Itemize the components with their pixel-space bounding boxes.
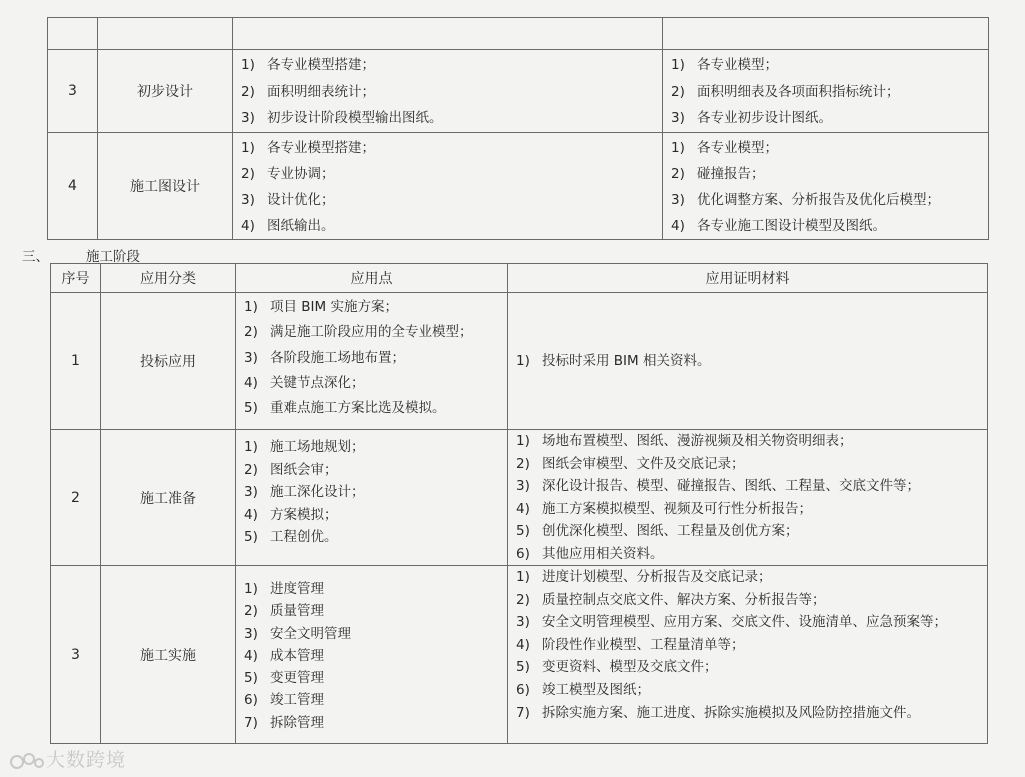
list-item: 4) 各专业施工图设计模型及图纸。 xyxy=(671,217,886,234)
list-item: 3) 安全文明管理模型、应用方案、交底文件、设施清单、应急预案等； xyxy=(516,614,947,631)
table-row xyxy=(51,293,988,430)
watermark-logo-icon xyxy=(8,750,46,772)
list-item: 6) 竣工模型及图纸； xyxy=(516,681,650,698)
application-points-cell xyxy=(233,132,663,239)
list-item: 1) 项目 BIM 实施方案； xyxy=(244,299,398,315)
list-item: 3) 深化设计报告、模型、碰撞报告、图纸、工程量、交底文件等； xyxy=(516,478,920,494)
list-item: 3) 初步设计阶段模型输出图纸。 xyxy=(241,110,443,126)
list-item: 7) 拆除管理 xyxy=(244,714,324,731)
application-points-cell xyxy=(236,430,508,566)
list-item: 1) 各专业模型； xyxy=(671,139,778,156)
list-item: 2) 满足施工阶段应用的全专业模型； xyxy=(244,324,473,341)
list-item: 1) 进度计划模型、分析报告及交底记录； xyxy=(516,569,772,585)
list-item: 1) 各专业模型搭建； xyxy=(241,57,375,73)
evidence-materials-cell xyxy=(663,50,989,133)
evidence-materials-cell xyxy=(663,132,989,239)
row-number: 2 xyxy=(51,430,101,566)
table-row xyxy=(51,430,988,566)
list-item: 1) 各专业模型； xyxy=(671,57,778,73)
list-item: 3) 施工深化设计； xyxy=(244,484,365,500)
list-item: 4) 成本管理 xyxy=(244,647,324,664)
row-number: 3 xyxy=(51,566,101,744)
table-header-row xyxy=(51,264,988,293)
application-points-cell xyxy=(236,566,508,744)
watermark xyxy=(8,745,126,772)
design-phase-table xyxy=(47,17,989,240)
table-row xyxy=(48,132,989,239)
list-item: 1) 场地布置模型、图纸、漫游视频及相关物资明细表； xyxy=(516,433,853,449)
list-item: 4) 关键节点深化； xyxy=(244,374,365,391)
list-item: 2) 质量控制点交底文件、解决方案、分析报告等； xyxy=(516,591,826,608)
list-item: 3) 优化调整方案、分析报告及优化后模型； xyxy=(671,191,940,208)
row-number: 1 xyxy=(51,293,101,430)
category-cell: 投标应用 xyxy=(101,293,236,430)
evidence-materials-cell xyxy=(508,566,988,744)
list-item: 2) 图纸会审模型、文件及交底记录； xyxy=(516,455,745,472)
application-points-cell xyxy=(236,293,508,430)
evidence-materials-cell xyxy=(508,430,988,566)
header-points: 应用点 xyxy=(236,264,508,293)
category-cell: 初步设计 xyxy=(98,50,233,133)
list-item: 7) 拆除实施方案、施工进度、拆除实施模拟及风险防控措施文件。 xyxy=(516,704,920,721)
list-item: 2) 图纸会审； xyxy=(244,461,338,478)
table-row xyxy=(51,566,988,744)
table-row xyxy=(48,18,989,50)
header-no: 序号 xyxy=(51,264,101,293)
category-cell: 施工实施 xyxy=(101,566,236,744)
list-item: 1) 施工场地规划； xyxy=(244,439,365,455)
list-item: 5) 创优深化模型、图纸、工程量及创优方案； xyxy=(516,523,799,539)
construction-phase-table xyxy=(50,263,988,744)
list-item: 4) 施工方案模拟模型、视频及可行性分析报告； xyxy=(516,500,812,517)
evidence-materials-cell xyxy=(508,293,988,430)
list-item: 5) 重难点施工方案比选及模拟。 xyxy=(244,400,446,417)
section-index: 三、 xyxy=(22,249,49,265)
category-cell: 施工准备 xyxy=(101,430,236,566)
list-item: 5) 工程创优。 xyxy=(244,529,338,545)
category-cell: 施工图设计 xyxy=(98,132,233,239)
list-item: 3) 安全文明管理 xyxy=(244,625,351,642)
header-category: 应用分类 xyxy=(101,264,236,293)
list-item: 4) 阶段性作业模型、工程量清单等； xyxy=(516,636,745,653)
list-item: 2) 面积明细表及各项面积指标统计； xyxy=(671,83,900,100)
section-heading xyxy=(22,245,140,265)
list-item: 5) 变更管理 xyxy=(244,670,324,687)
list-item: 2) 质量管理 xyxy=(244,603,324,620)
list-item: 1) 投标时采用 BIM 相关资料。 xyxy=(516,352,711,369)
section-title: 施工阶段 xyxy=(86,249,140,265)
list-item: 2) 碰撞报告； xyxy=(671,165,765,182)
list-item: 3) 各阶段施工场地布置； xyxy=(244,349,405,366)
row-number: 3 xyxy=(48,50,98,133)
list-item: 4) 图纸输出。 xyxy=(241,217,335,234)
list-item: 4) 方案模拟； xyxy=(244,506,338,523)
list-item: 6) 其他应用相关资料。 xyxy=(516,545,664,562)
list-item: 3) 各专业初步设计图纸。 xyxy=(671,110,832,126)
row-number: 4 xyxy=(48,132,98,239)
application-points-cell xyxy=(233,50,663,133)
watermark-text: 大数跨境 xyxy=(46,749,127,771)
list-item: 6) 竣工管理 xyxy=(244,692,324,709)
list-item: 5) 变更资料、模型及交底文件； xyxy=(516,659,718,676)
list-item: 2) 面积明细表统计； xyxy=(241,83,375,100)
header-materials: 应用证明材料 xyxy=(508,264,988,293)
list-item: 1) 进度管理 xyxy=(244,581,324,597)
list-item: 2) 专业协调； xyxy=(241,165,335,182)
list-item: 1) 各专业模型搭建； xyxy=(241,139,375,156)
table-row xyxy=(48,50,989,133)
list-item: 3) 设计优化； xyxy=(241,191,335,208)
